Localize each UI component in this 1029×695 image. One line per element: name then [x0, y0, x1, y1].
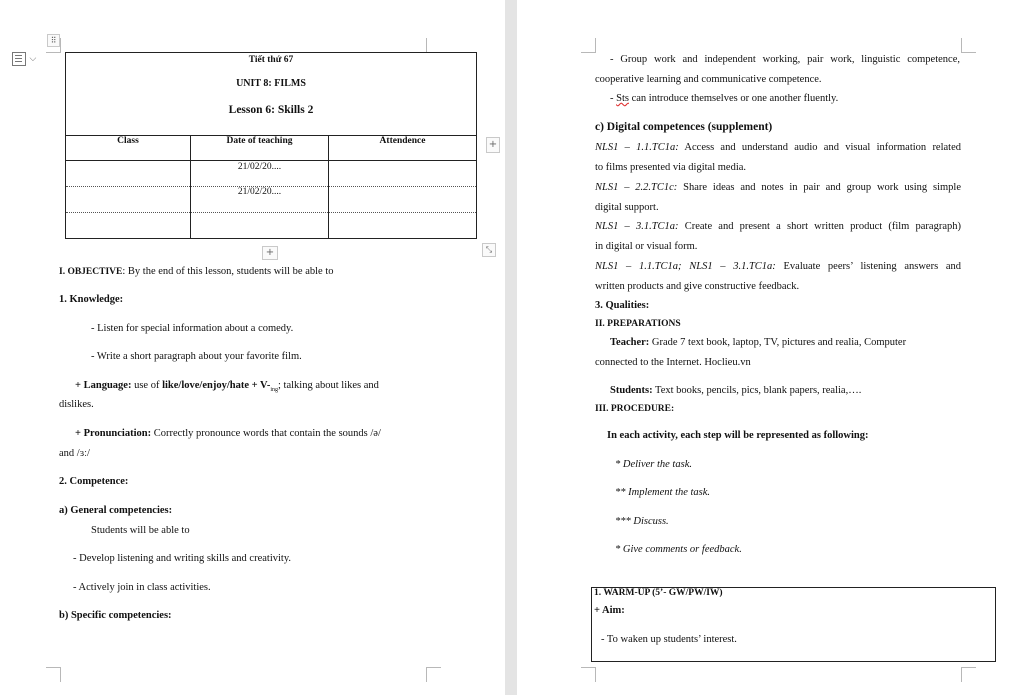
language-structure: like/love/enjoy/hate + V- [162, 380, 271, 391]
nls-continuation: digital support. [595, 202, 659, 213]
nls-text: Share ideas and notes in pair and group work using simple [677, 182, 961, 193]
language-continuation: dislikes. [59, 399, 94, 410]
teacher-text: Grade 7 text book, laptop, TV, pictures and realia, Computer [649, 337, 907, 348]
nls-line [595, 260, 961, 274]
table-cell-date: 21/02/20.... [237, 162, 282, 172]
teacher-continuation: connected to the Internet. Hoclieu.vn [595, 357, 751, 368]
general-competencies-heading: a) General competencies: [59, 505, 173, 516]
crop-mark-top-right [426, 38, 441, 53]
lesson-title: Lesson 6: Skills 2 [228, 104, 314, 116]
crop-mark-bottom-left [581, 667, 596, 682]
teacher-label: Teacher: [610, 337, 650, 348]
aim-text: - To waken up students’ interest. [601, 634, 737, 645]
teacher-line [610, 336, 906, 350]
knowledge-item: - Write a short paragraph about your favorite film. [91, 351, 302, 362]
nls-line [595, 220, 961, 234]
crop-mark-bottom-right [426, 667, 441, 682]
nls-continuation: written products and give constructive feedback. [595, 281, 800, 292]
nls-text: Create and present a short written product (film paragraph) [678, 221, 961, 232]
objective-text: : By the end of this lesson, students will be able to [122, 266, 334, 277]
general-item: - Develop listening and writing skills and creativity. [73, 553, 292, 564]
nls-continuation: to films presented via digital media. [595, 162, 747, 173]
objective-label: I. OBJECTIVE [59, 267, 123, 277]
nls-text: Access and understand audio and visual information related [678, 142, 962, 153]
competence-heading: 2. Competence: [59, 476, 129, 487]
language-subscript: ing [270, 387, 279, 394]
general-item: - Actively join in class activities. [73, 582, 211, 593]
procedure-heading: III. PROCEDURE: [595, 404, 675, 414]
table-header-attendance: Attendence [379, 136, 426, 146]
general-intro: Students will be able to [91, 525, 190, 536]
pronunciation-continuation: and /ɜː/ [59, 448, 90, 459]
crop-mark-top-right [961, 38, 976, 53]
warm-up-title: 1. WARM-UP (5’- GW/PW/IW) [594, 588, 723, 598]
table-move-handle-icon[interactable]: ⠿ [47, 34, 60, 47]
crop-mark-bottom-right [961, 667, 976, 682]
procedure-step: *** Discuss. [615, 516, 669, 527]
preparations-heading: II. PREPARATIONS [595, 319, 681, 329]
crop-mark-top-left [581, 38, 596, 53]
digital-competences-heading: c) Digital competences (supplement) [595, 121, 773, 133]
students-label: Students: [610, 385, 653, 396]
document-page-left [0, 0, 505, 695]
qualities-heading: 3. Qualities: [595, 300, 650, 311]
page-gutter [505, 0, 517, 695]
table-resize-handle-icon[interactable]: ⤡ [482, 243, 496, 257]
layout-options-icon[interactable] [5, 52, 43, 69]
students-line [610, 384, 861, 398]
nls-code: NLS1 – 3.1.TC1a: [595, 221, 679, 232]
crop-mark-bottom-left [46, 667, 61, 682]
pronunciation-text: Correctly pronounce words that contain the sounds /ə/ [151, 428, 381, 439]
knowledge-heading: 1. Knowledge: [59, 294, 124, 305]
period-label: Tiết thứ 67 [248, 55, 294, 65]
objective-line [59, 265, 334, 279]
language-line [75, 379, 379, 397]
nls-continuation: in digital or visual form. [595, 241, 698, 252]
add-column-button[interactable]: + [486, 137, 500, 153]
lesson-info-table [65, 52, 477, 239]
sts-line: - Sts can introduce themselves or one another fluently. [610, 93, 839, 104]
nls-code: NLS1 – 2.2.TC1c: [595, 182, 678, 193]
table-cell-date: 21/02/20.... [237, 187, 282, 197]
pronunciation-label: + Pronunciation: [75, 428, 152, 439]
text-wrap-icon [12, 52, 26, 66]
language-label: + Language: [75, 380, 132, 391]
procedure-step: ** Implement the task. [615, 487, 711, 498]
nls-text: Evaluate peers’ listening answers and [775, 261, 961, 272]
students-text: Text books, pencils, pics, blank papers, realia,…. [652, 385, 862, 396]
nls-line [595, 141, 961, 155]
nls-line [595, 181, 961, 195]
table-header-date: Date of teaching [226, 136, 293, 146]
nls-code: NLS1 – 1.1.TC1a; NLS1 – 3.1.TC1a: [595, 261, 776, 272]
procedure-step: * Give comments or feedback. [615, 544, 742, 555]
activity-intro: In each activity, each step will be represented as following: [607, 430, 869, 441]
unit-title: UNIT 8: FILMS [236, 78, 306, 89]
table-header-class: Class [117, 136, 139, 146]
pronunciation-line [75, 427, 381, 441]
procedure-step: * Deliver the task. [615, 459, 692, 470]
add-row-button[interactable]: + [262, 246, 278, 260]
chevron-down-icon: ⌵ [29, 54, 37, 64]
aim-label: + Aim: [594, 605, 625, 616]
group-work-continuation: cooperative learning and communicative competence. [595, 74, 822, 85]
group-work-line: - Group work and independent working, pair work, linguistic competence, [610, 54, 960, 65]
knowledge-item: - Listen for special information about a comedy. [91, 323, 294, 334]
sts-word: Sts [616, 93, 629, 104]
language-text-end: ; talking about likes and [278, 380, 379, 391]
language-text: use of [131, 380, 163, 391]
nls-code: NLS1 – 1.1.TC1a: [595, 142, 679, 153]
sts-text: can introduce themselves or one another fluently. [628, 93, 839, 104]
specific-competencies-heading: b) Specific competencies: [59, 610, 172, 621]
